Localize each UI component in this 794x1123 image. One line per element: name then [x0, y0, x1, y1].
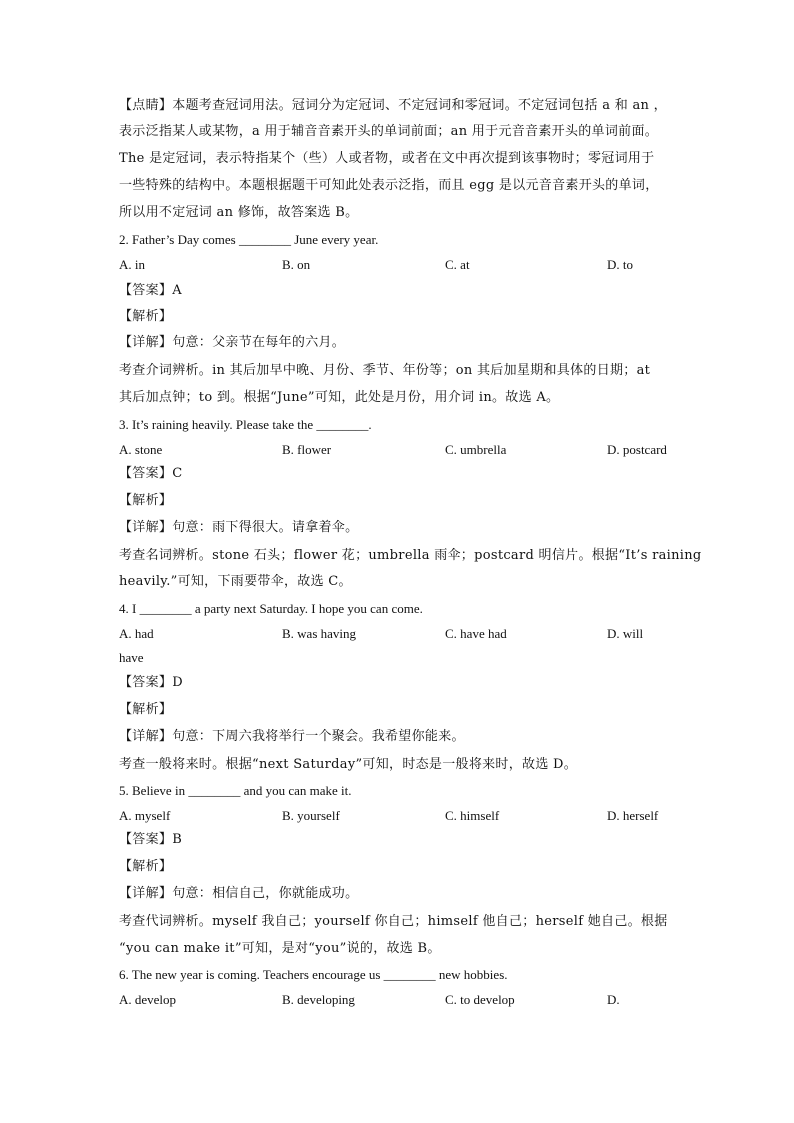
- q5-explanation-2: “you can make it”可知，是对“you”说的，故选 B。: [119, 941, 441, 956]
- q6-option-c: C. to develop: [445, 992, 515, 1007]
- q4-detail: 【详解】句意：下周六我将举行一个聚会。我希望你能来。: [119, 729, 465, 744]
- question-6-stem: 6. The new year is coming. Teachers encourage us ________ new hobbies.: [119, 967, 508, 982]
- q4-answer: 【答案】D: [119, 675, 183, 690]
- q3-detail: 【详解】句意：雨下得很大。请拿着伞。: [119, 520, 359, 535]
- q5-option-a: A. myself: [119, 808, 171, 823]
- q3-analysis-heading: 【解析】: [119, 493, 173, 508]
- q4-analysis-heading: 【解析】: [119, 702, 173, 717]
- q5-option-d: D. herself: [607, 808, 659, 823]
- note-line-1: 【点睛】本题考查冠词用法。冠词分为定冠词、不定冠词和零冠词。不定冠词包括 a 和 an ，: [119, 98, 667, 113]
- q4-option-b: B. was having: [282, 626, 357, 641]
- q3-explanation-2: heavily.”可知，下雨要带伞，故选 C。: [119, 574, 352, 589]
- q4-option-d-continued: have: [119, 650, 144, 665]
- q3-explanation-1: 考查名词辨析。stone 石头；flower 花；umbrella 雨伞；postcard 明信片。根据“It’s raining: [119, 548, 702, 563]
- q4-explanation-1: 考查一般将来时。根据“next Saturday”可知，时态是一般将来时，故选 D。: [119, 757, 578, 772]
- q2-detail: 【详解】句意：父亲节在每年的六月。: [119, 335, 346, 350]
- note-line-3: The 是定冠词，表示特指某个（些）人或者物，或者在文中再次提到该事物时；零冠词用于: [119, 151, 655, 166]
- q3-option-c: C. umbrella: [445, 442, 507, 457]
- q2-explanation-1: 考查介词辨析。in 其后加早中晚、月份、季节、年份等；on 其后加星期和具体的日期；at: [119, 363, 651, 378]
- q2-option-b: B. on: [282, 257, 311, 272]
- question-2-stem: 2. Father’s Day comes ________ June every year.: [119, 232, 379, 247]
- question-3-stem: 3. It’s raining heavily. Please take the ________.: [119, 417, 372, 432]
- q2-analysis-heading: 【解析】: [119, 309, 173, 324]
- q3-option-b: B. flower: [282, 442, 332, 457]
- question-5-stem: 5. Believe in ________ and you can make it.: [119, 783, 352, 798]
- q4-option-a: A. had: [119, 626, 154, 641]
- q4-option-c: C. have had: [445, 626, 507, 641]
- question-4-stem: 4. I ________ a party next Saturday. I hope you can come.: [119, 601, 423, 616]
- q3-option-a: A. stone: [119, 442, 163, 457]
- note-line-4: 一些特殊的结构中。本题根据题干可知此处表示泛指，而且 egg 是以元音音素开头的单词，: [119, 178, 659, 193]
- q4-option-d: D. will: [607, 626, 644, 641]
- q2-option-a: A. in: [119, 257, 145, 272]
- note-line-5: 所以用不定冠词 an 修饰，故答案选 B。: [119, 205, 359, 220]
- q5-analysis-heading: 【解析】: [119, 859, 173, 874]
- q5-option-b: B. yourself: [282, 808, 340, 823]
- q3-answer: 【答案】C: [119, 466, 183, 481]
- q6-option-a: A. develop: [119, 992, 177, 1007]
- q5-detail: 【详解】句意：相信自己，你就能成功。: [119, 886, 359, 901]
- q2-option-d: D. to: [607, 257, 633, 272]
- note-line-2: 表示泛指某人或某物，a 用于辅音音素开头的单词前面；an 用于元音音素开头的单词前面。: [119, 124, 659, 139]
- q5-option-c: C. himself: [445, 808, 500, 823]
- q5-answer: 【答案】B: [119, 832, 183, 847]
- q2-option-c: C. at: [445, 257, 470, 272]
- q2-explanation-2: 其后加点钟；to 到。根据“June”可知，此处是月份，用介词 in。故选 A。: [119, 390, 560, 405]
- q6-option-b: B. developing: [282, 992, 355, 1007]
- q2-answer: 【答案】A: [119, 283, 182, 298]
- q6-option-d: D.: [607, 992, 620, 1007]
- q5-explanation-1: 考查代词辨析。myself 我自己；yourself 你自己；himself 他自己；herself 她自己。根据: [119, 914, 668, 929]
- q3-option-d: D. postcard: [607, 442, 667, 457]
